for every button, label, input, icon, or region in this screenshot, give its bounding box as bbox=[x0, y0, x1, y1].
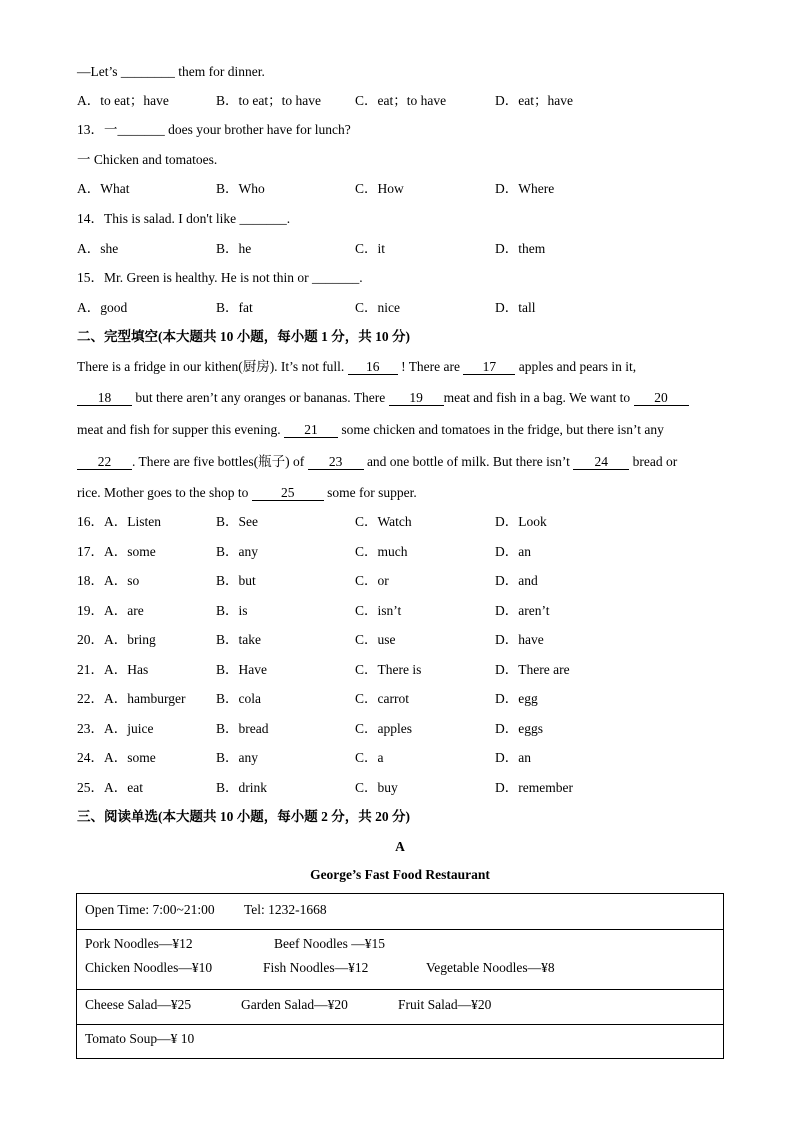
cloze-option-24-a: 24．A．some bbox=[77, 750, 156, 765]
q15-option-a: A．good bbox=[77, 300, 128, 315]
cloze-option-17-d: D．an bbox=[495, 544, 531, 559]
passage-text: some chicken and tomatoes in the fridge, but there isn’t any bbox=[337, 422, 664, 437]
q13-option-d: D．Where bbox=[495, 181, 555, 196]
menu-row-info bbox=[77, 894, 723, 930]
q14-prompt: 14．This is salad. I don't like _______. bbox=[77, 211, 291, 226]
passage-line-2 bbox=[77, 389, 689, 407]
cloze-option-24-d: D．an bbox=[495, 750, 531, 765]
passage-text: apples and pears in it, bbox=[515, 359, 637, 374]
passage-text: but there aren’t any oranges or bananas. There bbox=[132, 390, 389, 405]
section3-title: 三、阅读单选(本大题共 10 小题，每小题 2 分，共 20 分) bbox=[77, 809, 410, 824]
blank-24: 24 bbox=[573, 454, 629, 470]
q15-option-b: B．fat bbox=[216, 300, 253, 315]
cloze-option-22-d: D．egg bbox=[495, 691, 538, 706]
menu-item-beef-noodles: Beef Noodles —¥15 bbox=[274, 936, 385, 951]
menu-row-salads bbox=[77, 990, 723, 1025]
cloze-option-23-d: D．eggs bbox=[495, 721, 543, 736]
cloze-option-19-c: C．isn’t bbox=[355, 603, 402, 618]
cloze-option-24-b: B．any bbox=[216, 750, 258, 765]
cloze-option-19-d: D．aren’t bbox=[495, 603, 550, 618]
restaurant-title: George’s Fast Food Restaurant bbox=[310, 867, 490, 882]
q13-option-a: A．What bbox=[77, 181, 130, 196]
blank-17: 17 bbox=[463, 359, 515, 375]
passage-line-1 bbox=[77, 358, 636, 376]
cloze-option-20-c: C．use bbox=[355, 632, 396, 647]
cloze-option-23-b: B．bread bbox=[216, 721, 269, 736]
cloze-option-18-d: D．and bbox=[495, 573, 538, 588]
section2-title: 二、完型填空(本大题共 10 小题，每小题 1 分，共 10 分) bbox=[77, 329, 410, 344]
cloze-option-20-b: B．take bbox=[216, 632, 261, 647]
cloze-option-25-a: 25．A．eat bbox=[77, 780, 143, 795]
q12-prompt: —Let’s ________ them for dinner. bbox=[77, 64, 265, 79]
menu-item-vegetable-noodles: Vegetable Noodles—¥8 bbox=[426, 960, 555, 975]
blank-18: 18 bbox=[77, 390, 132, 406]
passage-text: and one bottle of milk. But there isn’t bbox=[363, 454, 574, 469]
blank-22: 22 bbox=[77, 454, 132, 470]
menu-item-garden-salad: Garden Salad—¥20 bbox=[241, 997, 348, 1012]
q12-option-d: D．eat；have bbox=[495, 93, 573, 108]
cloze-option-16-d: D．Look bbox=[495, 514, 547, 529]
q14-option-a: A．she bbox=[77, 241, 119, 256]
blank-21: 21 bbox=[284, 422, 338, 438]
menu-item-tomato-soup: Tomato Soup—¥ 10 bbox=[85, 1031, 195, 1046]
cloze-option-22-b: B．cola bbox=[216, 691, 261, 706]
q13-option-c: C．How bbox=[355, 181, 404, 196]
passage-text: There is a fridge in our kithen(厨房). It’s not full. bbox=[77, 359, 348, 374]
blank-16: 16 bbox=[348, 359, 398, 375]
passage-letter: A bbox=[395, 839, 405, 854]
cloze-option-21-d: D．There are bbox=[495, 662, 570, 677]
menu-item-cheese-salad: Cheese Salad—¥25 bbox=[85, 997, 192, 1012]
cloze-option-25-b: B．drink bbox=[216, 780, 268, 795]
passage-text: some for supper. bbox=[323, 485, 417, 500]
q12-option-a: A．to eat；have bbox=[77, 93, 169, 108]
cloze-option-24-c: C．a bbox=[355, 750, 384, 765]
q13-prompt: 13．一_______ does your brother have for lunch? bbox=[77, 122, 351, 137]
blank-25: 25 bbox=[252, 485, 324, 501]
menu-item-fish-noodles: Fish Noodles—¥12 bbox=[263, 960, 369, 975]
menu-table bbox=[76, 893, 724, 1059]
passage-text: meat and fish in a bag. We want to bbox=[443, 390, 634, 405]
blank-20: 20 bbox=[634, 390, 689, 406]
blank-23: 23 bbox=[308, 454, 364, 470]
cloze-option-21-c: C．There is bbox=[355, 662, 422, 677]
passage-text: ! There are bbox=[397, 359, 464, 374]
q14-option-b: B．he bbox=[216, 241, 252, 256]
passage-text: . There are five bottles(瓶子) of bbox=[132, 454, 308, 469]
q15-option-c: C．nice bbox=[355, 300, 400, 315]
passage-line-4 bbox=[77, 453, 677, 471]
cloze-option-17-b: B．any bbox=[216, 544, 258, 559]
q15-option-d: D．tall bbox=[495, 300, 536, 315]
cloze-option-18-b: B．but bbox=[216, 573, 256, 588]
cloze-option-22-c: C．carrot bbox=[355, 691, 409, 706]
passage-text: rice. Mother goes to the shop to bbox=[77, 485, 252, 500]
q12-option-b: B．to eat；to have bbox=[216, 93, 321, 108]
q13-answer-line: 一 Chicken and tomatoes. bbox=[77, 152, 218, 167]
cloze-option-23-a: 23．A．juice bbox=[77, 721, 154, 736]
cloze-option-18-a: 18．A．so bbox=[77, 573, 140, 588]
cloze-option-25-d: D．remember bbox=[495, 780, 573, 795]
cloze-option-25-c: C．buy bbox=[355, 780, 398, 795]
menu-row-noodles bbox=[77, 930, 723, 990]
q14-option-c: C．it bbox=[355, 241, 386, 256]
cloze-option-21-a: 21．A．Has bbox=[77, 662, 149, 677]
cloze-option-16-b: B．See bbox=[216, 514, 258, 529]
cloze-option-17-c: C．much bbox=[355, 544, 408, 559]
menu-item-fruit-salad: Fruit Salad—¥20 bbox=[398, 997, 492, 1012]
passage-text: meat and fish for supper this evening. bbox=[77, 422, 284, 437]
blank-19: 19 bbox=[389, 390, 444, 406]
passage-text: bread or bbox=[629, 454, 678, 469]
cloze-option-22-a: 22．A．hamburger bbox=[77, 691, 186, 706]
passage-line-5 bbox=[77, 484, 417, 502]
telephone: Tel: 1232-1668 bbox=[244, 902, 327, 917]
cloze-option-23-c: C．apples bbox=[355, 721, 412, 736]
cloze-option-16-c: C．Watch bbox=[355, 514, 412, 529]
open-time: Open Time: 7:00~21:00 bbox=[85, 902, 215, 917]
cloze-option-19-a: 19．A．are bbox=[77, 603, 144, 618]
q13-option-b: B．Who bbox=[216, 181, 265, 196]
q14-option-d: D．them bbox=[495, 241, 546, 256]
menu-item-chicken-noodles: Chicken Noodles—¥10 bbox=[85, 960, 213, 975]
cloze-option-17-a: 17．A．some bbox=[77, 544, 156, 559]
q12-option-c: C．eat；to have bbox=[355, 93, 447, 108]
q15-prompt: 15．Mr. Green is healthy. He is not thin or _______. bbox=[77, 270, 363, 285]
passage-line-3 bbox=[77, 421, 664, 439]
menu-row-soup bbox=[77, 1025, 723, 1058]
cloze-option-20-a: 20．A．bring bbox=[77, 632, 156, 647]
menu-item-pork-noodles: Pork Noodles—¥12 bbox=[85, 936, 193, 951]
cloze-option-21-b: B．Have bbox=[216, 662, 267, 677]
cloze-option-18-c: C．or bbox=[355, 573, 389, 588]
cloze-option-16-a: 16．A．Listen bbox=[77, 514, 161, 529]
cloze-option-20-d: D．have bbox=[495, 632, 544, 647]
cloze-option-19-b: B．is bbox=[216, 603, 248, 618]
